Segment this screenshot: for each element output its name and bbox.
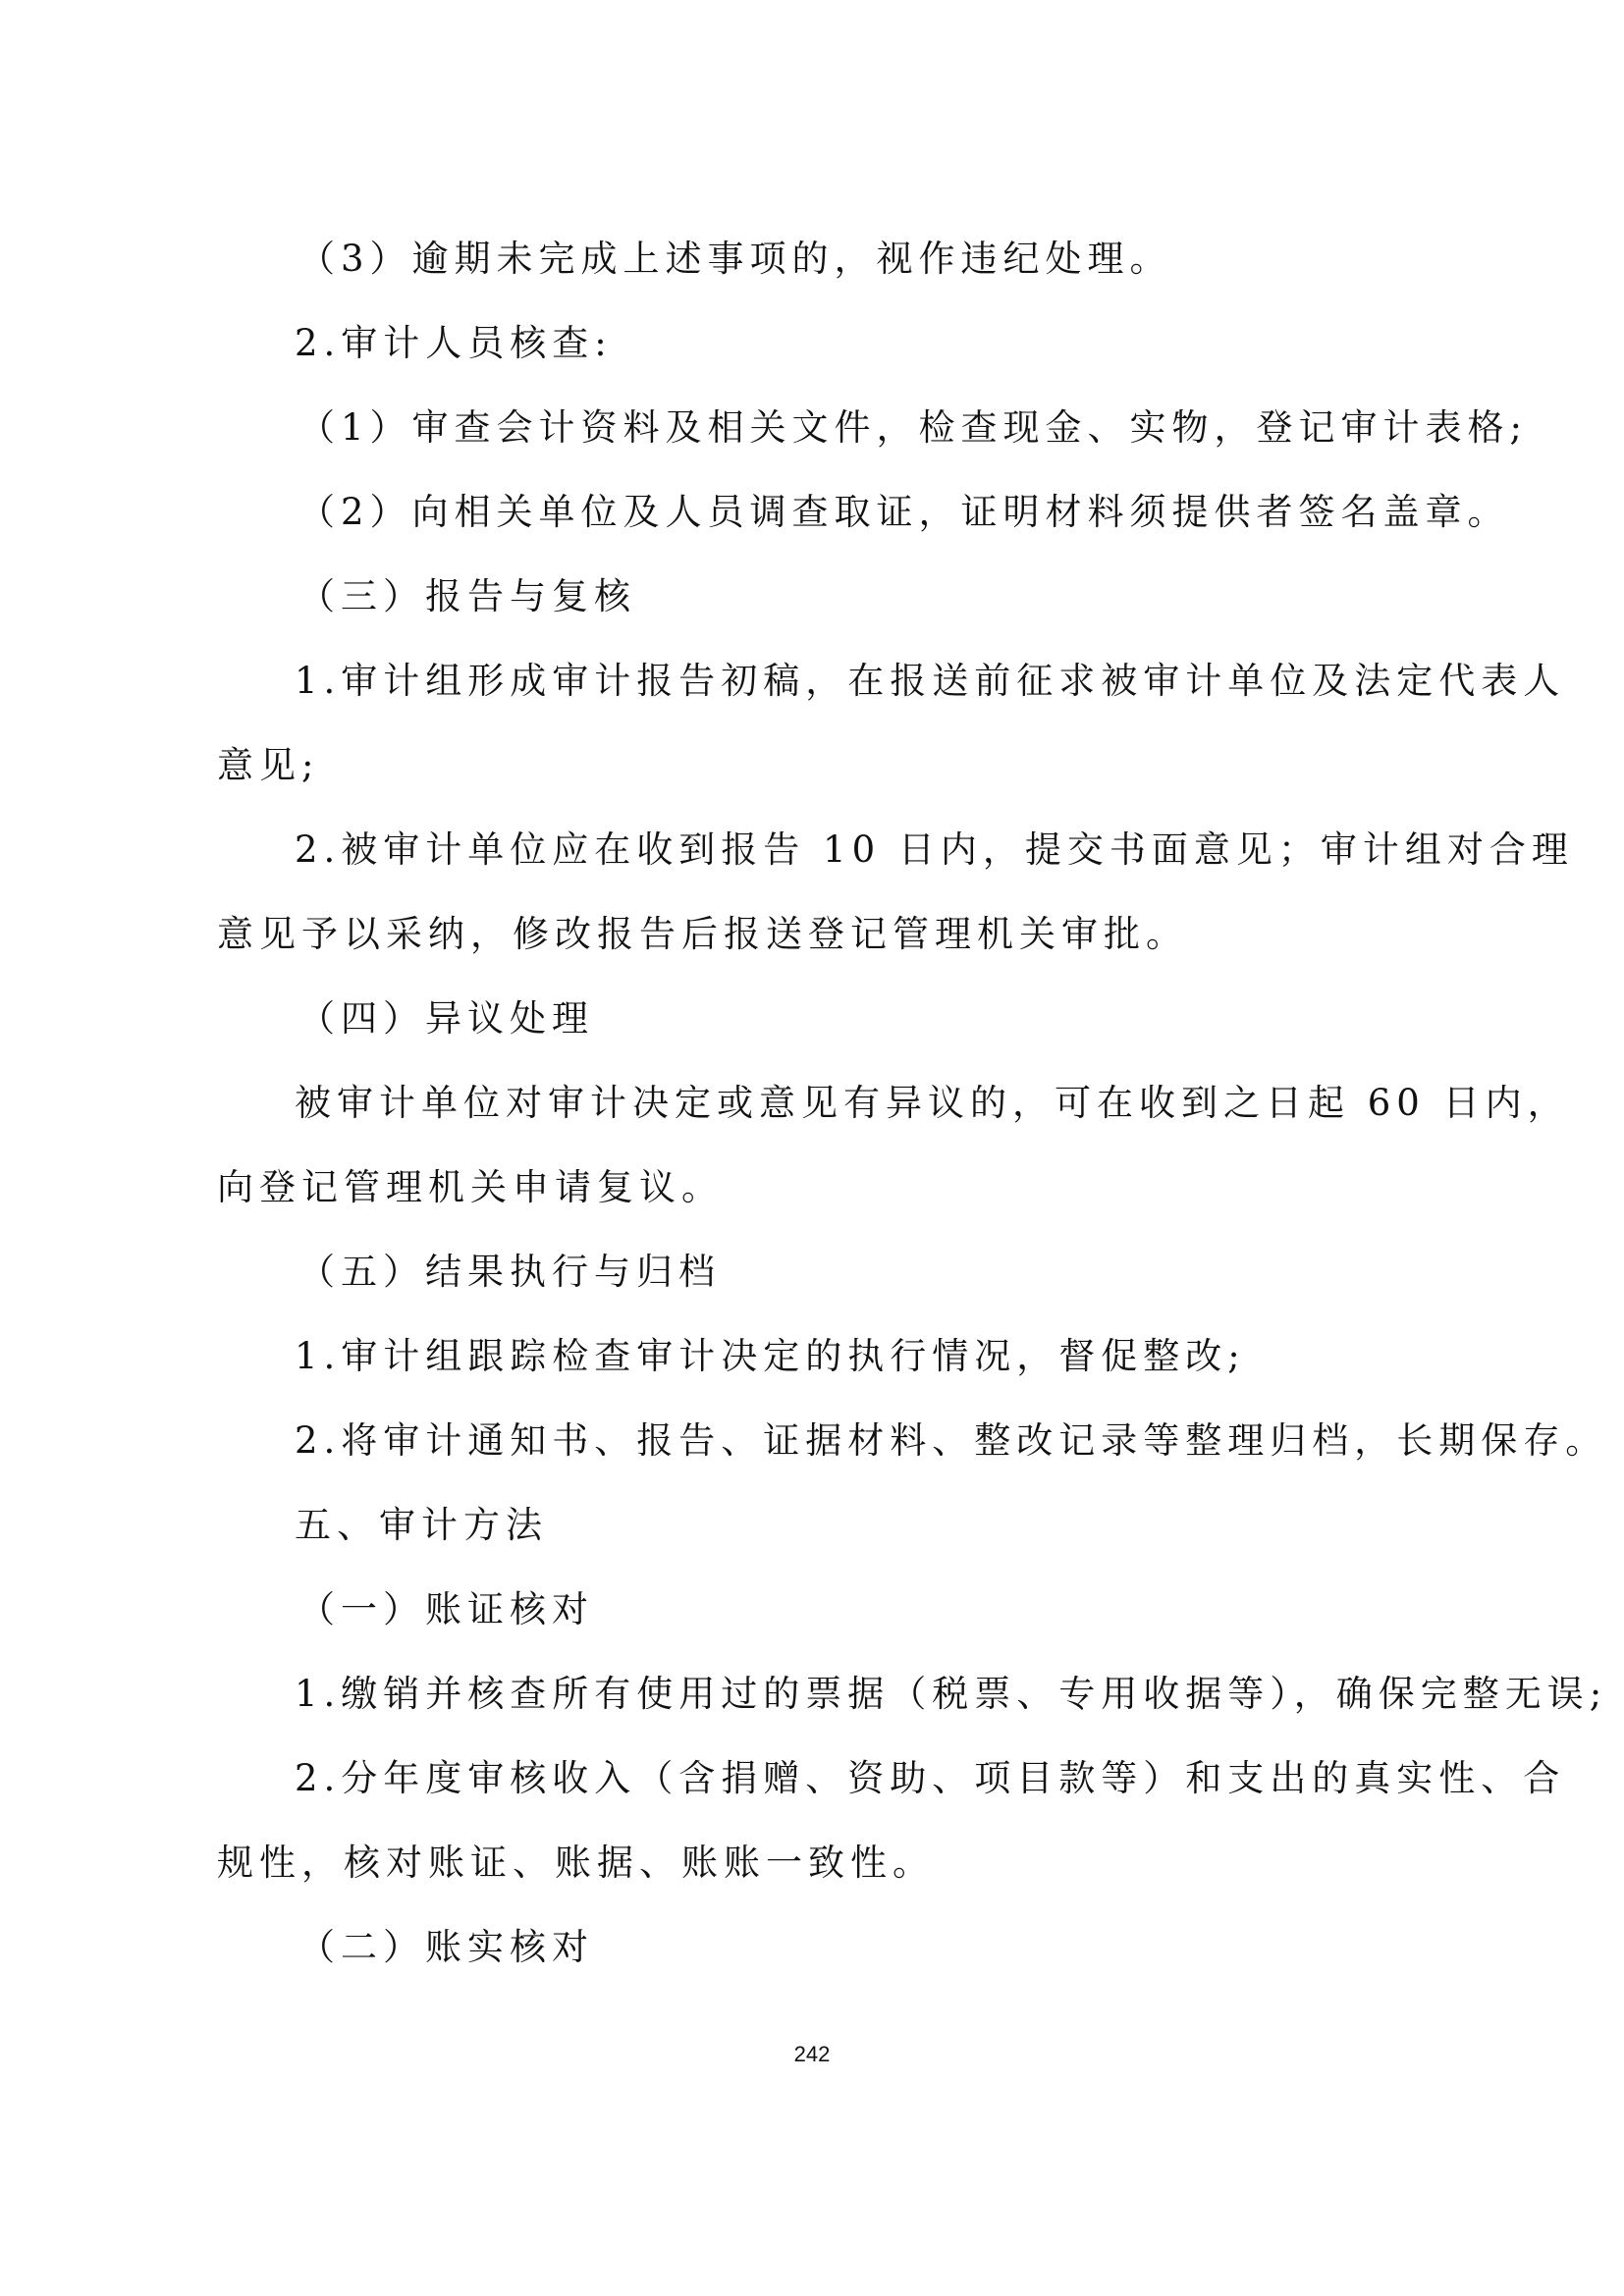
page-number: 242 — [793, 2042, 831, 2066]
paragraph-line: 1.审计组跟踪检查审计决定的执行情况，督促整改; — [295, 1335, 1246, 1377]
paragraph-line: 1.缴销并核查所有使用过的票据（税票、专用收据等），确保完整无误; — [295, 1673, 1608, 1715]
paragraph-line: （3）逾期未完成上述事项的，视作违纪处理。 — [298, 238, 1172, 280]
paragraph-line: 2.将审计通知书、报告、证据材料、整改记录等整理归档，长期保存。 — [295, 1419, 1608, 1462]
paragraph-line: 意见予以采纳，修改报告后报送登记管理机关审批。 — [217, 913, 1188, 955]
paragraph-line: 规性，核对账证、账据、账账一致性。 — [217, 1842, 935, 1884]
paragraph-line: 意见; — [217, 744, 320, 786]
section-heading: （四）异议处理 — [298, 997, 594, 1040]
section-heading: （三）报告与复核 — [298, 575, 636, 617]
paragraph-line: 向登记管理机关申请复议。 — [217, 1166, 724, 1208]
section-heading: （五）结果执行与归档 — [298, 1251, 721, 1293]
chapter-heading: 五、审计方法 — [295, 1504, 548, 1546]
paragraph-line: 2.被审计单位应在收到报告 10 日内，提交书面意见；审计组对合理 — [295, 828, 1574, 871]
paragraph-line: （1）审查会计资料及相关文件，检查现金、实物，登记审计表格; — [298, 406, 1529, 449]
section-heading: （二）账实核对 — [298, 1926, 594, 1968]
paragraph-line: 被审计单位对审计决定或意见有异议的，可在收到之日起 60 日内， — [295, 1082, 1570, 1124]
paragraph-line: 2.分年度审核收入（含捐赠、资助、项目款等）和支出的真实性、合 — [295, 1757, 1566, 1799]
paragraph-line: 2.审计人员核查: — [295, 322, 613, 364]
paragraph-line: （2）向相关单位及人员调查取证，证明材料须提供者签名盖章。 — [298, 491, 1510, 533]
section-heading: （一）账证核对 — [298, 1588, 594, 1630]
paragraph-line: 1.审计组形成审计报告初稿，在报送前征求被审计单位及法定代表人 — [295, 660, 1566, 702]
